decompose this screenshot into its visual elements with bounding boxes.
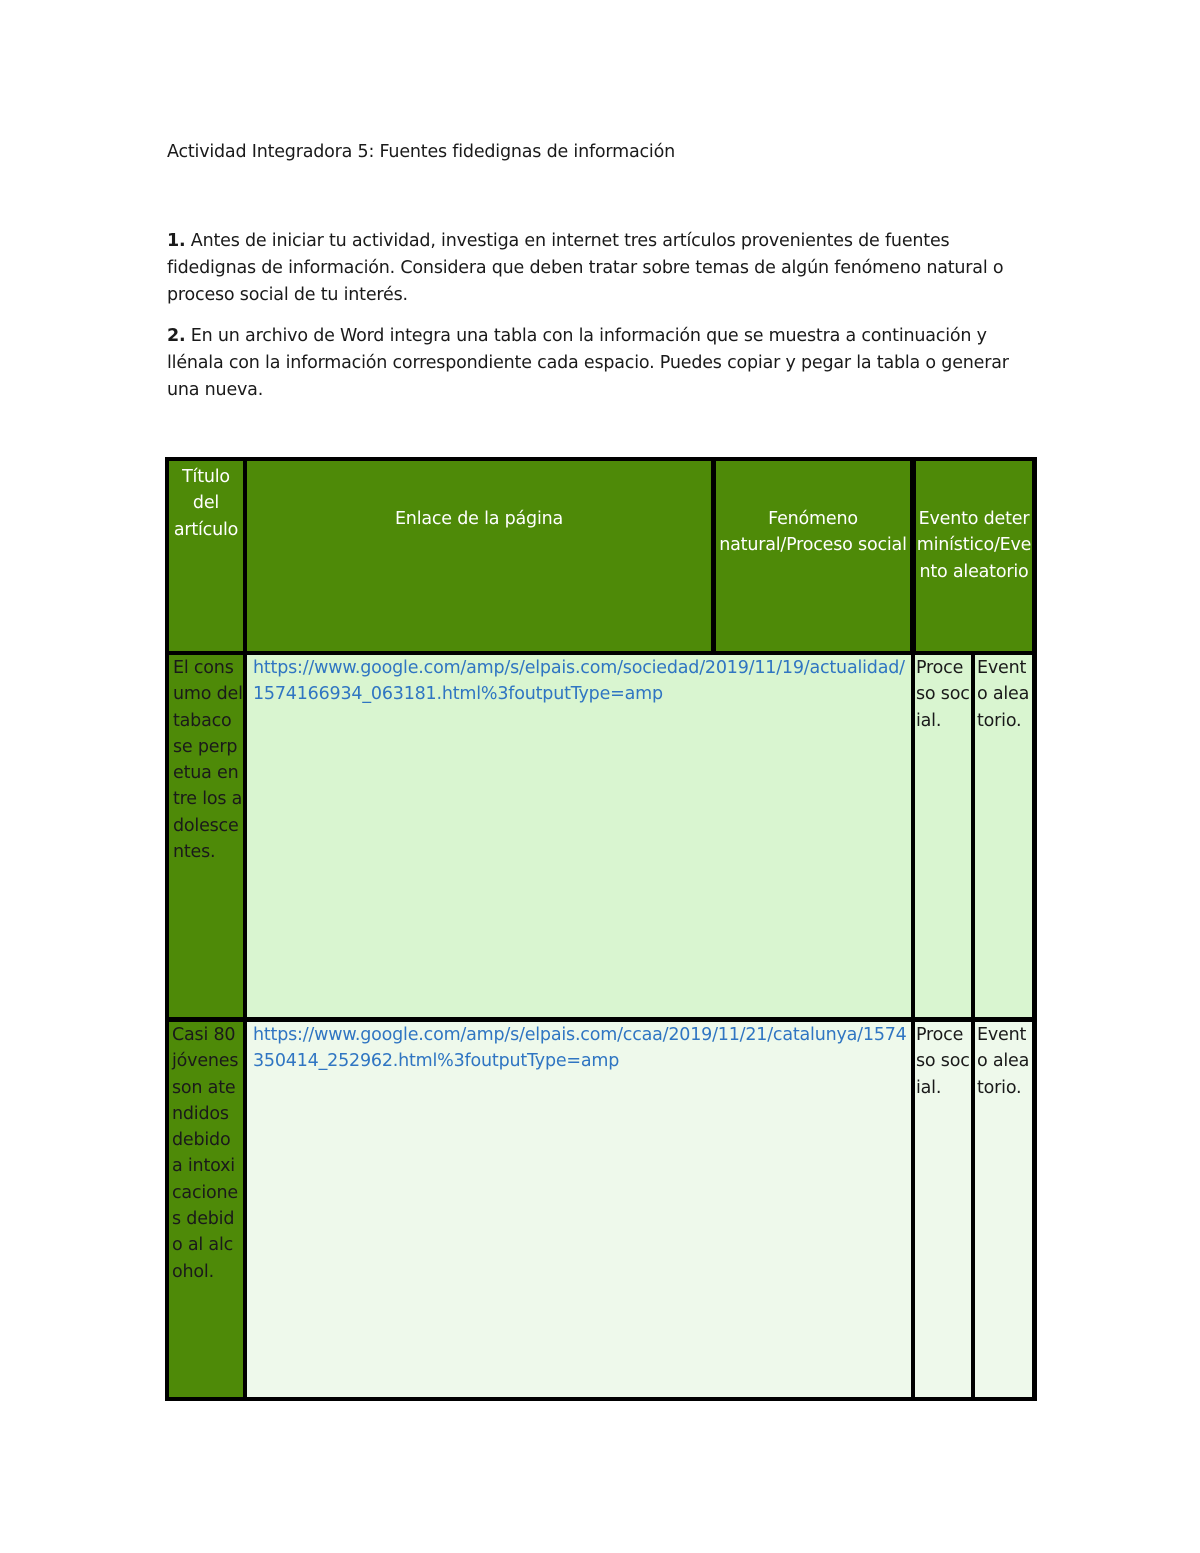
row-1-fenomeno: Proceso social. [915, 655, 971, 1017]
sources-table [165, 457, 1037, 1401]
document-title: Actividad Integradora 5: Fuentes fidedignas de información [167, 142, 675, 162]
row-2-evento: Evento aleatorio. [975, 1022, 1032, 1397]
header-enlace: Enlace de la página [247, 461, 711, 651]
instruction-step-1 [167, 228, 1037, 309]
step-2-number: 2. [167, 326, 186, 346]
row-1-enlace-link[interactable]: https://www.google.com/amp/s/elpais.com/sociedad/2019/11/19/actualidad/1574166934_063181.html%3foutputType=amp [247, 655, 911, 1017]
instruction-step-2 [167, 323, 1037, 404]
step-1-text: Antes de iniciar tu actividad, investiga en internet tres artículos provenientes de fuentes fidedignas de información. Considera que deben tratar sobre temas de algún fenómeno natural o proceso social de tu interés. [167, 231, 1004, 305]
row-2-titulo: Casi 80 jóvenes son atendidos debido a intoxicaciones debido al alcohol. [169, 1022, 243, 1397]
step-1-number: 1. [167, 231, 186, 251]
row-2-enlace-link[interactable]: https://www.google.com/amp/s/elpais.com/ccaa/2019/11/21/catalunya/1574350414_252962.html%3foutputType=amp [247, 1022, 911, 1397]
header-titulo: Título del artículo [169, 461, 243, 651]
header-fenomeno: Fenómeno natural/Proceso social [716, 461, 910, 651]
row-1-titulo: El consumo del tabaco se perpetua entre los adolescentes. [169, 655, 243, 1017]
header-evento: Evento determinístico/Evento aleatorio [916, 461, 1032, 651]
row-1-evento: Evento aleatorio. [975, 655, 1032, 1017]
row-2-fenomeno: Proceso social. [915, 1022, 971, 1397]
step-2-text: En un archivo de Word integra una tabla con la información que se muestra a continuación y llénala con la información correspondiente cada espacio. Puedes copiar y pegar la tabla o generar una nueva. [167, 326, 1009, 400]
